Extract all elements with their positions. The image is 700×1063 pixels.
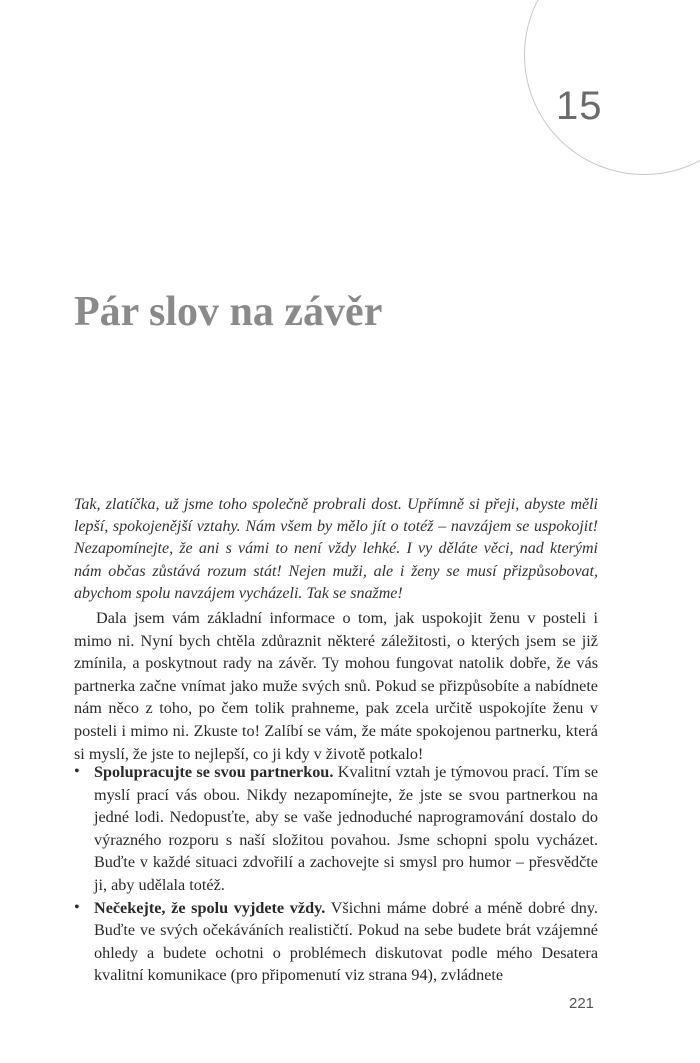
body-paragraph: Dala jsem vám základní informace o tom, jak uspokojit ženu v posteli i mimo ni. Nyní bych chtěla zdůraznit některé záležitosti, o kterých jsem se již zmínila, a poskytnout rady na závěr. Ty mohou fungovat natolik dobře, že vás partnerka začne vnímat jako muže svých snů. Pokud se přizpůsobíte a nabídnete nám něco z toho, po čem tolik prahneme, pak zcela určitě uspokojíte ženu v posteli i mimo ni. Zkuste to! Zalíbí se vám, že máte spokojenou partnerku, která si myslí, že jste to nejlepší, co ji kdy v životě potkalo! <box>74 609 598 763</box>
bullet-text: Všichni máme dobré a méně dobré dny. Buďte ve svých očekáváních realističtí. Pokud na sebe budete brát vzájemné ohledy a budete ochotni o problémech diskutovat podle mého Desatera kvalitní komunikace (pro připomenutí viz strana 94), zvládnete <box>94 898 598 985</box>
bullet-marker: • <box>74 898 80 916</box>
bullet-item <box>74 761 598 897</box>
page-number: 221 <box>569 995 595 1012</box>
bullet-list <box>74 761 598 987</box>
bullet-marker: • <box>74 763 80 780</box>
bullet-text: Kvalitní vztah je týmovou prací. Tím se myslí prací vás obou. Nikdy nezapomínejte, že jste se svou partnerkou na jedné lodi. Nedopusťte, aby se vaše jednoduché naprogramování dostalo do výrazného rozporu s naší složitou povahou. Jsme schopni spolu vycházet. Buďte v každé situaci zdvořilí a zachovejte si smysl pro humor – přesvědčte ji, aby udělala totéž. <box>94 763 598 894</box>
bullet-lead: Spolupracujte se svou partnerkou. <box>94 763 334 781</box>
chapter-number: 15 <box>556 84 603 128</box>
intro-paragraph: Tak, zlatíčka, už jsme toho společně probrali dost. Upřímně si přeji, abyste měli lepší, spokojenější vztahy. Nám všem by mělo jít o totéž – navzájem se uspokojit! Nezapomínejte, že ani s vámi to není vždy lehké. I vy děláte věci, nad kterými nám občas zůstává rozum stát! Nejen muži, ale i ženy se musí přizpůsobovat, abychom spolu navzájem vycházeli. Tak se snažme! <box>74 496 598 602</box>
bullet-lead: Nečekejte, že spolu vyjdete vždy. <box>94 898 326 917</box>
chapter-circle-decoration <box>524 0 700 175</box>
chapter-title: Pár slov na závěr <box>74 289 383 335</box>
bullet-item <box>74 897 598 987</box>
